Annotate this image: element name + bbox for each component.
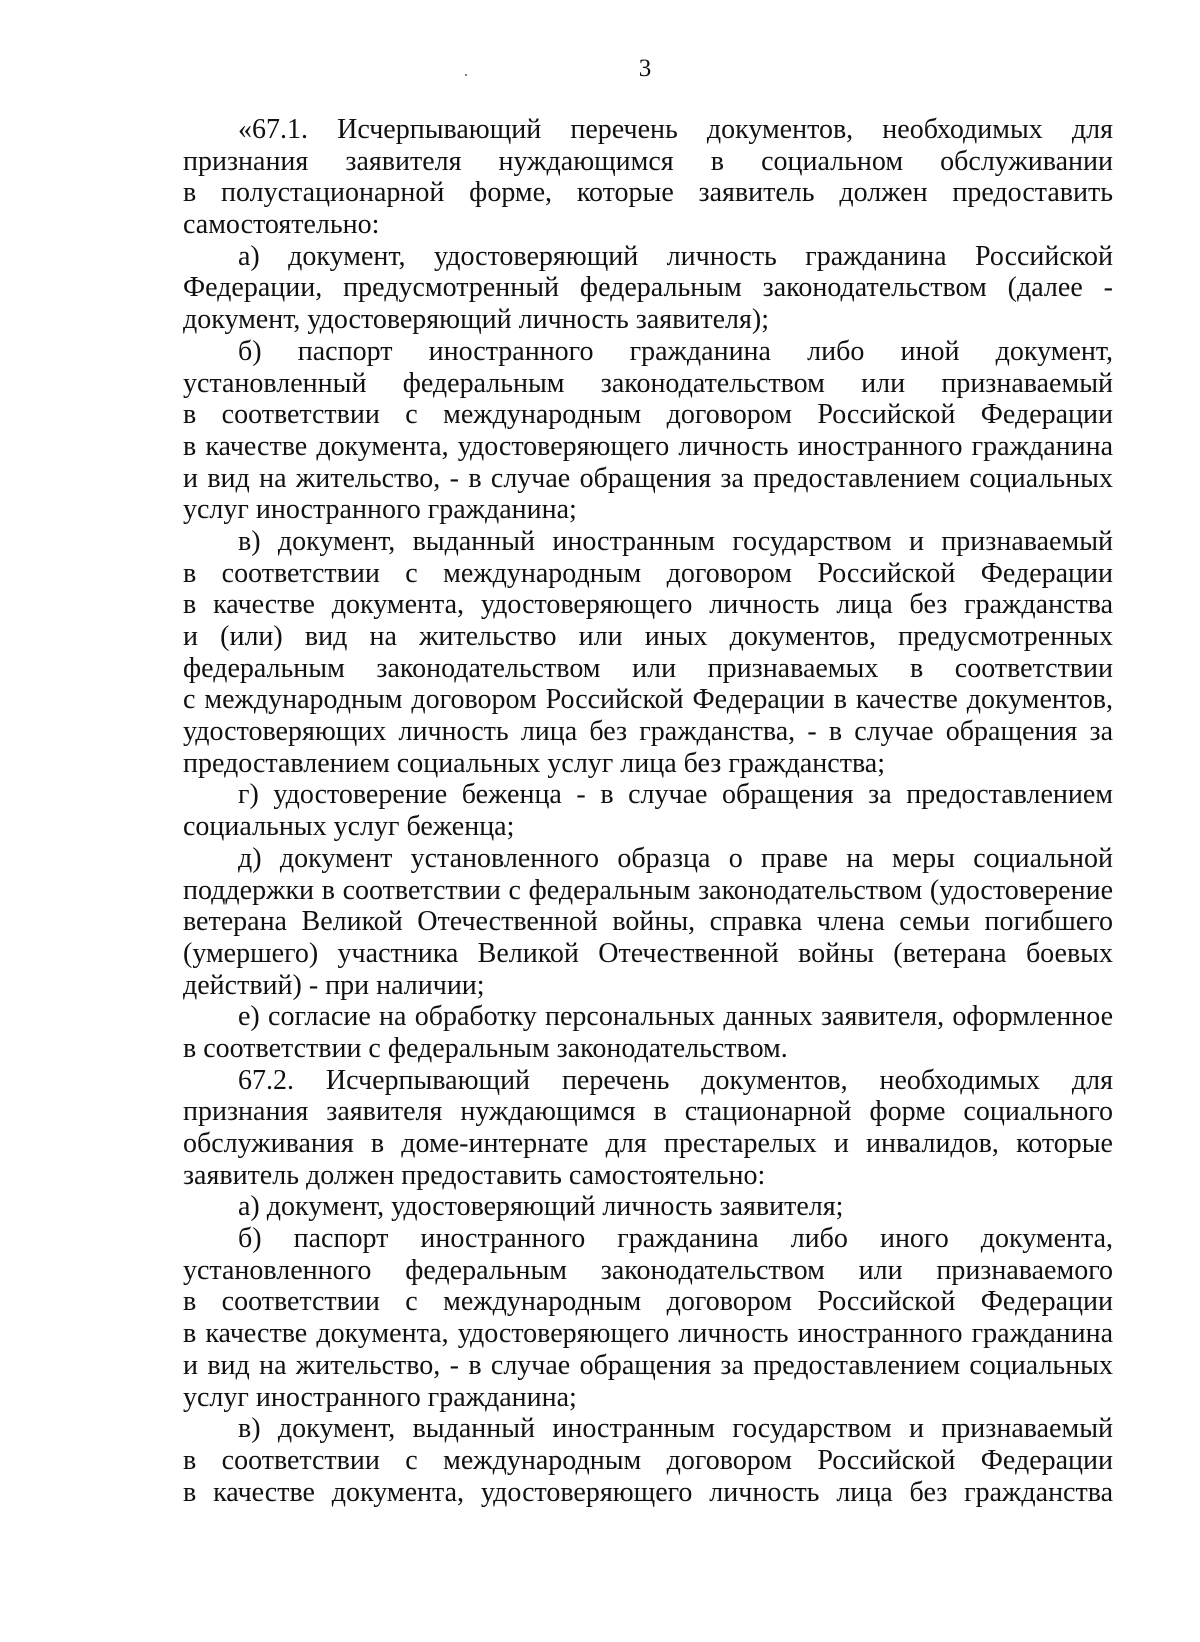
text-line: услуг иностранного гражданина; [183, 494, 577, 526]
text-line: ветерана Великой Отечественной войны, справка члена семьи погибшего [183, 906, 1113, 938]
text-line: установленного федеральным законодательством или признаваемого [183, 1254, 1113, 1286]
text-line: признания заявителя нуждающимся в социальном обслуживании [183, 145, 1113, 177]
text-line: обслуживания в доме-интернате для престарелых и инвалидов, которые [183, 1128, 1113, 1159]
text-line: предоставлением социальных услуг лица без гражданства; [183, 747, 885, 779]
text-line: е) согласие на обработку персональных данных заявителя, оформленное [238, 1001, 1113, 1033]
text-line: а) документ, удостоверяющий личность заявителя; [238, 1191, 844, 1223]
text-line: удостоверяющих личность лица без гражданства, - в случае обращения за [183, 716, 1113, 748]
text-line: в) документ, выданный иностранным государством и признаваемый [238, 525, 1113, 557]
text-line: в соответствии с международным договором Российской Федерации [183, 399, 1113, 431]
text-line: с международным договором Российской Федерации в качестве документов, [183, 684, 1113, 716]
text-line: б) паспорт иностранного гражданина либо иной документ, [238, 335, 1113, 367]
text-line: а) документ, удостоверяющий личность гражданина Российской [238, 240, 1113, 272]
text-line: Федерации, предусмотренный федеральным законодательством (далее - [183, 272, 1113, 304]
text-line: признания заявителя нуждающимся в стационарной форме социального [183, 1096, 1113, 1128]
page-number: 3 [638, 55, 652, 82]
text-line: социальных услуг беженца; [183, 811, 515, 843]
text-line: б) паспорт иностранного гражданина либо иного документа, [238, 1223, 1113, 1255]
scan-speck [465, 74, 467, 76]
text-line: и вид на жительство, - в случае обращения за предоставлением социальных [183, 1349, 1113, 1381]
text-line: в соответствии с международным договором Российской Федерации [183, 1286, 1113, 1318]
document-body [183, 114, 1113, 1508]
text-line: в) документ, выданный иностранным государством и признаваемый [238, 1413, 1113, 1445]
text-line: в качестве документа, удостоверяющего личность иностранного гражданина [183, 430, 1113, 462]
text-line: (умершего) участника Великой Отечественной войны (ветерана боевых [183, 937, 1113, 969]
text-line: в соответствии с международным договором Российской Федерации [183, 1444, 1113, 1476]
text-line: в качестве документа, удостоверяющего личность иностранного гражданина [183, 1318, 1113, 1350]
text-line: установленный федеральным законодательством или признаваемый [183, 367, 1113, 399]
text-line: в качестве документа, удостоверяющего личность лица без гражданства [183, 589, 1113, 621]
text-line: поддержки в соответствии с федеральным законодательством (удостоверение [183, 874, 1113, 906]
text-line: действий) - при наличии; [183, 969, 485, 1001]
text-line: заявитель должен предоставить самостоятельно: [183, 1159, 766, 1191]
text-line: услуг иностранного гражданина; [183, 1381, 577, 1413]
text-line: г) удостоверение беженца - в случае обращения за предоставлением [238, 779, 1113, 811]
text-line: д) документ установленного образца о праве на меры социальной [238, 842, 1113, 874]
text-line: документ, удостоверяющий личность заявителя); [183, 304, 769, 336]
text-line: в соответствии с международным договором Российской Федерации [183, 557, 1113, 589]
text-line: 67.2. Исчерпывающий перечень документов, необходимых для [238, 1064, 1113, 1096]
text-line: самостоятельно: [183, 209, 380, 241]
text-line: и (или) вид на жительство или иных документов, предусмотренных [183, 621, 1113, 652]
text-line: в полустационарной форме, которые заявитель должен предоставить [183, 177, 1113, 209]
text-line: федеральным законодательством или признаваемых в соответствии [183, 652, 1113, 684]
text-line: в соответствии с федеральным законодательством. [183, 1032, 788, 1064]
text-line: в качестве документа, удостоверяющего личность лица без гражданства [183, 1476, 1113, 1508]
text-line: «67.1. Исчерпывающий перечень документов, необходимых для [238, 114, 1113, 145]
text-line: и вид на жительство, - в случае обращения за предоставлением социальных [183, 462, 1113, 494]
